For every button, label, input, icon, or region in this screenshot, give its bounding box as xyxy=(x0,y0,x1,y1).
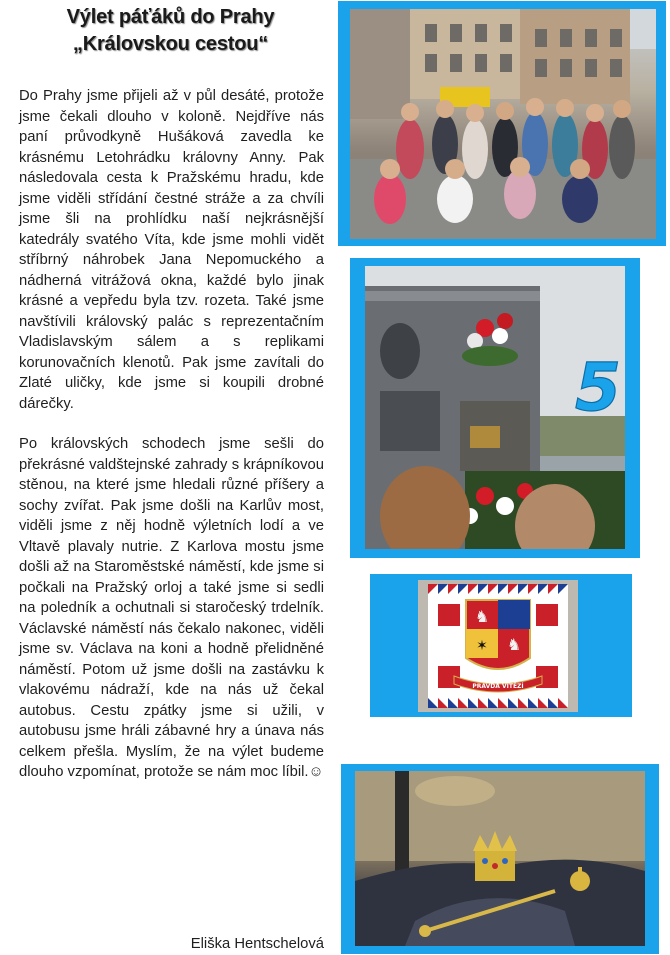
author-signature: Eliška Hentschelová xyxy=(190,936,324,952)
paragraph-2: Po královských schodech jsme sešli do překrásné valdštejnské zahrady s krápníkovou stěnou, na které jsme hledali různé příšery a sochy zvířat. Pak jsme došli na Karlův most, viděli jsme z něj hodně výletních lodí a ve Vltavě plavaly nutrie. Z Karlova mostu jsme došli až na Staroměstské náměstí, kde jsme si počkali na Pražský orloj a také jsme si sedli na poledník a ochutnali si staročeský trdelník. Václavské náměstí nás čekalo nakonec, viděli jsme sv. Václava na koni a hodně přelidněné náměstí. Potom už jsme došli na zastávku k vlakovému nádraží, kde na nás už čekal autobus. Cestu zpátky jsme si užili, v autobusu jsme hráli zábavné hry a únava nás celkem přešla. Myslím, že na výlet budeme dlouho vzpomínat, protože se nám moc líbil.☺ xyxy=(19,436,324,780)
svg-text:♞: ♞ xyxy=(474,607,490,626)
svg-text:♞: ♞ xyxy=(506,635,522,654)
paragraph-1: Do Prahy jsme přijeli až v půl desáté, protože jsme čekali dlouho v koloně. Nejdříve nás paní průvodkyně Hušáková zavedla ke krásnému Letohrádku královny Anny. Pak následovala cesta k Pražskému hradu, kde jsme viděli střídání čestné stráže a za chvíli jsme šli na prohlídku naší nejkrásnější katedrály svatého Víta, kde jsme mohli vidět stříbrný náhrobek Jana Nepomuckého a nádherná vitrážová okna, každé bylo jinak krásné a vepředu byla tzv. rozeta. Také jsme navštívili královský palác s reprezentačním Vladislavským sálem a s replikami korunovačních klenotů. Pak jsme zavítali do Zlaté uličky, kde jsme si koupili drobné dárečky. xyxy=(19,88,324,412)
article-body xyxy=(19,86,324,783)
svg-text:✶: ✶ xyxy=(476,638,488,654)
title-line-1: Výlet páťáků do Prahy xyxy=(66,6,275,28)
title-line-2: „Královskou cestou“ xyxy=(72,33,269,55)
photo-group-old-town-square xyxy=(350,9,656,239)
photo-presidential-flag xyxy=(418,580,578,712)
flag-motto: PRAVDA VÍTĚZÍ xyxy=(472,683,524,690)
svg-text:5: 5 xyxy=(575,352,621,422)
number-five-decoration xyxy=(568,352,628,422)
photo-crown-jewels xyxy=(355,771,645,946)
article-title xyxy=(18,4,323,58)
